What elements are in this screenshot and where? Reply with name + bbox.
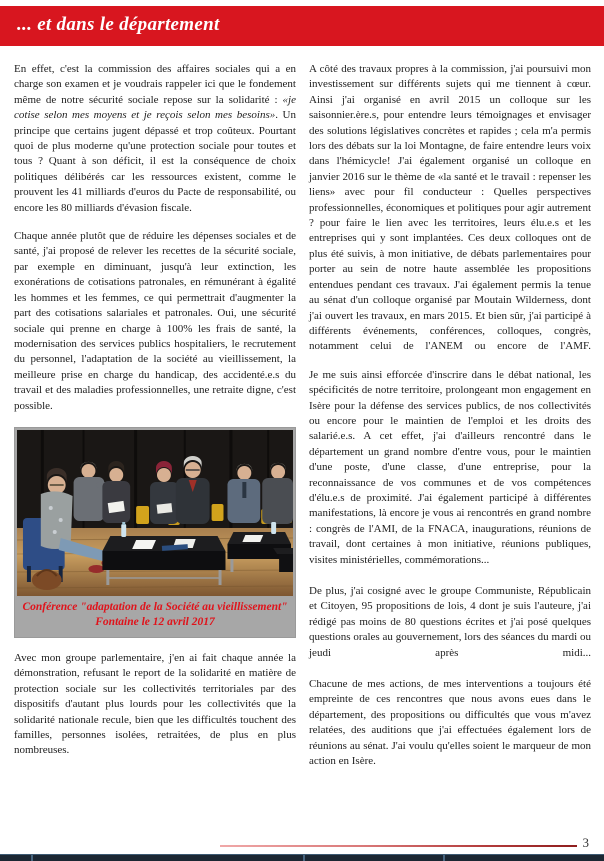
footer-rule <box>220 845 577 847</box>
left-column <box>14 62 296 782</box>
conference-photo-illustration <box>17 430 293 596</box>
footer-bar-separator <box>31 855 33 861</box>
inline-quote: «je cotise selon mes moyens et je reçois selon mes besoins» <box>14 93 296 122</box>
footer-bar-separator <box>303 855 305 861</box>
paragraph-recettes: Chaque année plutôt que de réduire les dépenses sociales et de santé, j'ai proposé de relever les recettes de la sécurité sociale, par exemple en diminuant, jusqu'à leur extinction, les exonérations de cotisations patronales, en rémunérant à égalité les hommes et les femmes, ce qui permettrait d'augmenter la part des cotisations salariales et patronales. Oui, une sécurité sociale qui prenne en charge à 100% les frais de santé, la modernisation des services publics hospitaliers, le recrutement du personnel, l'adaptation de la société au vieillissement, la meilleure prise en charge du handicap, des accidenté.e.s du travail et des maladies professionnelles, une retraite digne, c'est possible. <box>14 230 296 412</box>
page-number: 3 <box>582 835 589 850</box>
footer-bar <box>0 854 604 861</box>
photo-caption-line1: Conférence "adaptation de la Société au vieillissement" <box>22 600 288 613</box>
paragraph-propositions: De plus, j'ai cosigné avec le groupe Communiste, Républicain et Citoyen, 95 propositions de lois, 4 dont je suis l'auteure, j'ai rédigé pas moins de 80 questions écrites et j'ai posé quelques questions orales au gouvernement, lors des séances du mardi ou jeudi après midi... <box>309 585 591 659</box>
footer-bar-separator <box>443 855 445 861</box>
paragraph-actions: Chacune de mes actions, de mes interventions a toujours été empreinte de ces rencontres que nous avons eues dans le département, des propositions ou difficultés que vous m'avez relatées, des auditions que j'ai effectuées également lors de réunions au sénat. J'ai voulu qu'elles soient le marqueur de mon action en Isère. <box>309 678 591 768</box>
paragraph-solidarite <box>14 62 296 216</box>
paragraph-colloques: A côté des travaux propres à la commission, j'ai poursuivi mon investissement sur différents sujets qui me tiennent à cœur. Ainsi j'ai organisé en avril 2015 un colloque sur les saisonnier.ère.s, pour entendre leurs témoignages et envisager des solutions législatives concrètes et rapides ; cela m'a permis lors des débats sur la loi Montagne, de faire entendre leurs voix dans l'hémicycle! J'ai également organisé un colloque en janvier 2016 sur le thème de «la santé et le travail : repenser les liens» avec pour fil conducteur : Quelles perspectives professionnelles, économiques et politiques pour agir autrement ? pour faire le lien avec les territoires, leurs élu.e.s et les entreprises qui y sont implantées. Ces deux colloques ont de plus été suivis, à mon initiative, de débats parlementaires pour porter au sein de notre haute assemblée les propositions entendues pendant ces travaux. J'ai également permis la tenue au sénat d'un colloque organisé par Moutain Wilderness, dont j'ai ouvert les travaux, en mars 2015. Et bien sûr, j'ai participé à différents événements, conférences, colloques, congrès, notamment celui de l'ANEM ou encore de l'AMF. <box>309 63 591 353</box>
photo-caption-line2: Fontaine le 12 avril 2017 <box>95 615 215 628</box>
photo-caption <box>17 596 293 635</box>
paragraph-text: En effet, c'est la commission des affaires sociales qui a en charge son examen et je voudrais rappeler ici que le fondement même de notre sécurité sociale repose sur la solidarité : <box>14 63 296 106</box>
paragraph-text: . Un principe que certains jugent dépassé et trop coûteux. Pourtant quoi de plus moderne qu'une protection sociale pour toutes et tous ? Quant à son déficit, il est la conséquence de choix politiques délibérés car les ressources existent, comme le prouvent les 41 milliards d'euros du Pacte de responsabilité, ou encore les 80 milliards d'évasion fiscale. <box>14 109 296 214</box>
conference-photo <box>14 427 296 638</box>
two-column-body <box>14 62 591 782</box>
right-column <box>309 62 591 782</box>
page-title: ... et dans le département <box>17 14 220 35</box>
paragraph-debat-national: Je me suis ainsi efforcée d'inscrire dans le débat national, les spécificités de notre territoire, prolongeant mon engagement en Isère pour la défense des services publics, de nos collectivités ou encore pour le maintien de l'emploi et les droits des salarié.e.s. A cet effet, j'ai d'ailleurs rencontré dans le département un grand nombre d'entre vous, pour le maintien d'une poste, d'une classe, d'une entreprise, pour la reconnaissance de vos communes et de vos compétences d'élu.e.s de proximité. J'ai également participé à différentes manifestations, là encore je vous ai rencontrés en grand nombre : congrès de l'AMI, de la FNACA, inaugurations, réunions de travail, dont certaines à mon initiative, réunions publiques, visites ministérielles, commémorations... <box>309 368 591 566</box>
paragraph-groupe-parlementaire: Avec mon groupe parlementaire, j'en ai fait chaque année la démonstration, refusant le report de la solidarité en matière de protection sociale sur les collectivités territoriales par des dispositifs d'autant plus lourds pour les collectivités que la solidarité nationale recule, bien que les difficultés touchent des familles, personnes isolées, retraitées, de plus en plus nombreuses. <box>14 651 296 757</box>
header-banner <box>0 6 604 46</box>
